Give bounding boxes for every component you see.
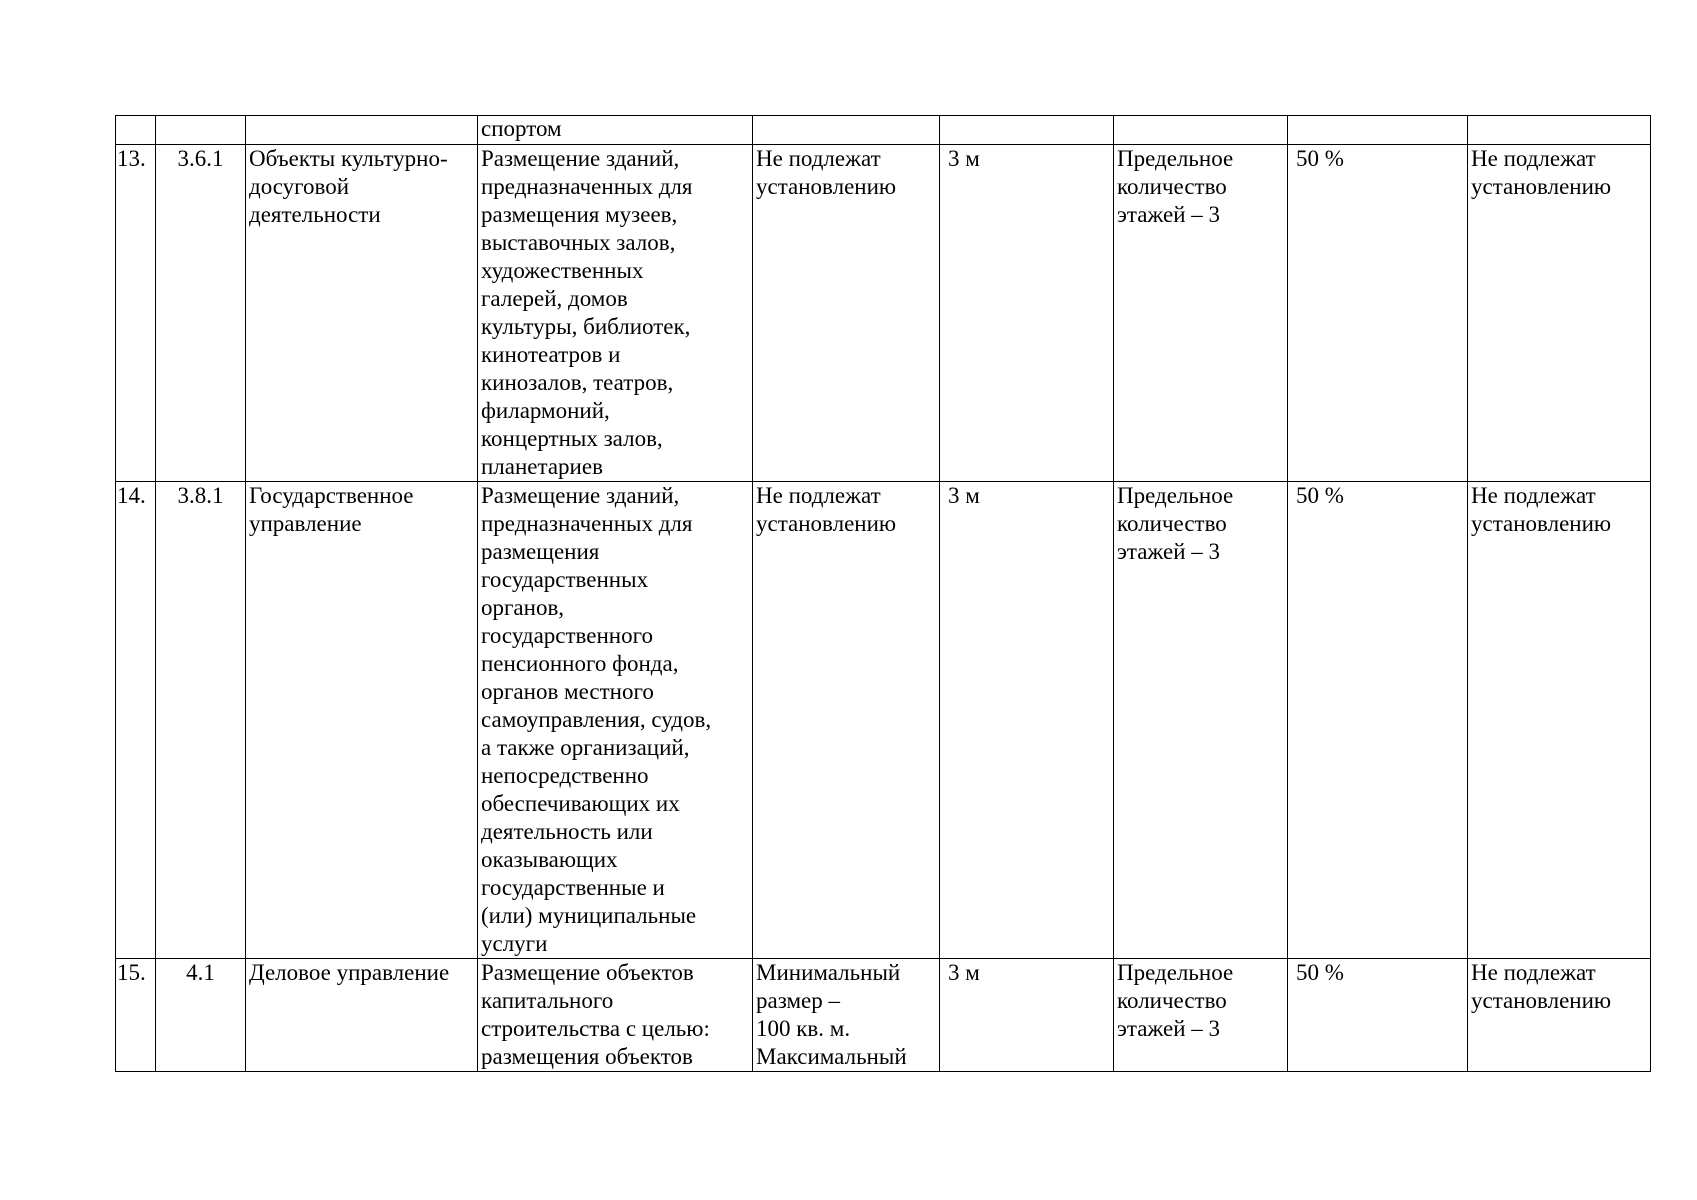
plot-size-line: Максимальный: [756, 1044, 907, 1069]
plot-size-cell: [753, 116, 940, 145]
description-line: филармоний,: [481, 398, 610, 423]
name-cell: [246, 482, 478, 959]
use-code: 3.6.1: [177, 146, 224, 171]
plot-size-cell: [753, 482, 940, 959]
description-line: Размещение объектов: [481, 960, 694, 985]
table-row: [116, 959, 1651, 1072]
floors-cell: [1114, 145, 1288, 482]
name-line: досуговой: [249, 174, 350, 199]
row-number: 14.: [117, 483, 146, 508]
description-line: капитального: [481, 988, 614, 1013]
description-cell: [478, 482, 753, 959]
description-line: размещения: [481, 539, 600, 564]
description-line: Размещение зданий,: [481, 483, 680, 508]
floors-cell: [1114, 482, 1288, 959]
description-cell: [478, 145, 753, 482]
plot-size-line: Не подлежат: [756, 146, 881, 171]
description-line: услуги: [481, 931, 548, 956]
table-row: [116, 482, 1651, 959]
name-cell: [246, 116, 478, 145]
row-number-cell: [116, 482, 156, 959]
last-line: Не подлежат: [1471, 146, 1596, 171]
min-setback-cell: [940, 145, 1114, 482]
description-line: кинотеатров и: [481, 342, 621, 367]
floors-line: этажей – 3: [1117, 539, 1221, 564]
description-line: культуры, библиотек,: [481, 314, 691, 339]
description-cell: [478, 959, 753, 1072]
last-line: установлению: [1471, 988, 1612, 1013]
floors-line: количество: [1117, 988, 1227, 1013]
min-setback-cell: [940, 959, 1114, 1072]
description-line: кинозалов, театров,: [481, 370, 674, 395]
plot-size-line: установлению: [756, 174, 897, 199]
plot-size-cell: [753, 959, 940, 1072]
description-line: размещения музеев,: [481, 202, 678, 227]
description-line: галерей, домов: [481, 286, 628, 311]
last-line: Не подлежат: [1471, 483, 1596, 508]
plot-size-line: размер –: [756, 988, 840, 1013]
code-cell: [156, 959, 246, 1072]
name-line: Объекты культурно-: [249, 146, 448, 171]
floors-line: Предельное: [1117, 146, 1234, 171]
land-use-regulations-table: [115, 115, 1651, 1072]
table-row: [116, 145, 1651, 482]
name-line: управление: [249, 511, 362, 536]
last-line: Не подлежат: [1471, 960, 1596, 985]
description-line: концертных залов,: [481, 426, 663, 451]
description-line: самоуправления, судов,: [481, 707, 712, 732]
description-line: деятельность или: [481, 819, 653, 844]
name-line: Государственное: [249, 483, 414, 508]
description-line: обеспечивающих их: [481, 791, 680, 816]
name-cell: [246, 145, 478, 482]
plot-size-line: 100 кв. м.: [756, 1016, 851, 1041]
table-row: [116, 116, 1651, 145]
min-setback-value: 3 м: [948, 960, 980, 985]
coverage-cell: [1288, 145, 1468, 482]
description-line: непосредственно: [481, 763, 649, 788]
min-setback-cell: [940, 116, 1114, 145]
description-line: художественных: [481, 258, 644, 283]
description-line: государственного: [481, 623, 653, 648]
name-line: деятельности: [249, 202, 381, 227]
description-line: размещения объектов: [481, 1044, 693, 1069]
min-setback-value: 3 м: [948, 146, 980, 171]
floors-cell: [1114, 116, 1288, 145]
plot-size-line: Минимальный: [756, 960, 901, 985]
plot-size-cell: [753, 145, 940, 482]
description-line: Размещение зданий,: [481, 146, 680, 171]
description-line: строительства с целью:: [481, 1016, 710, 1041]
last-cell: [1468, 145, 1651, 482]
coverage-cell: [1288, 116, 1468, 145]
description-line: пенсионного фонда,: [481, 651, 679, 676]
last-line: установлению: [1471, 174, 1612, 199]
description-cell: [478, 116, 753, 145]
description-line: а также организаций,: [481, 735, 690, 760]
description-line: органов,: [481, 595, 565, 620]
name-cell: [246, 959, 478, 1072]
min-setback-cell: [940, 482, 1114, 959]
coverage-value: 50 %: [1296, 960, 1344, 985]
description-text: спортом: [481, 116, 562, 141]
row-number: 13.: [117, 146, 146, 171]
name-line: Деловое управление: [249, 960, 450, 985]
last-line: установлению: [1471, 511, 1612, 536]
row-number-cell: [116, 116, 156, 145]
description-line: оказывающих: [481, 847, 618, 872]
description-line: государственных: [481, 567, 649, 592]
min-setback-value: 3 м: [948, 483, 980, 508]
description-line: предназначенных для: [481, 174, 693, 199]
code-cell: [156, 116, 246, 145]
plot-size-line: Не подлежат: [756, 483, 881, 508]
description-line: государственные и: [481, 875, 665, 900]
description-line: выставочных залов,: [481, 230, 676, 255]
code-cell: [156, 145, 246, 482]
use-code: 4.1: [186, 960, 215, 985]
floors-line: этажей – 3: [1117, 202, 1221, 227]
floors-line: Предельное: [1117, 483, 1234, 508]
description-line: планетариев: [481, 454, 603, 479]
row-number: 15.: [117, 960, 146, 985]
last-cell: [1468, 116, 1651, 145]
description-line: предназначенных для: [481, 511, 693, 536]
description-line: органов местного: [481, 679, 654, 704]
plot-size-line: установлению: [756, 511, 897, 536]
code-cell: [156, 482, 246, 959]
last-cell: [1468, 959, 1651, 1072]
coverage-value: 50 %: [1296, 483, 1344, 508]
coverage-value: 50 %: [1296, 146, 1344, 171]
description-line: (или) муниципальные: [481, 903, 697, 928]
coverage-cell: [1288, 959, 1468, 1072]
last-cell: [1468, 482, 1651, 959]
floors-line: количество: [1117, 174, 1227, 199]
floors-line: этажей – 3: [1117, 1016, 1221, 1041]
floors-line: Предельное: [1117, 960, 1234, 985]
floors-cell: [1114, 959, 1288, 1072]
floors-line: количество: [1117, 511, 1227, 536]
use-code: 3.8.1: [177, 483, 224, 508]
row-number-cell: [116, 145, 156, 482]
coverage-cell: [1288, 482, 1468, 959]
row-number-cell: [116, 959, 156, 1072]
